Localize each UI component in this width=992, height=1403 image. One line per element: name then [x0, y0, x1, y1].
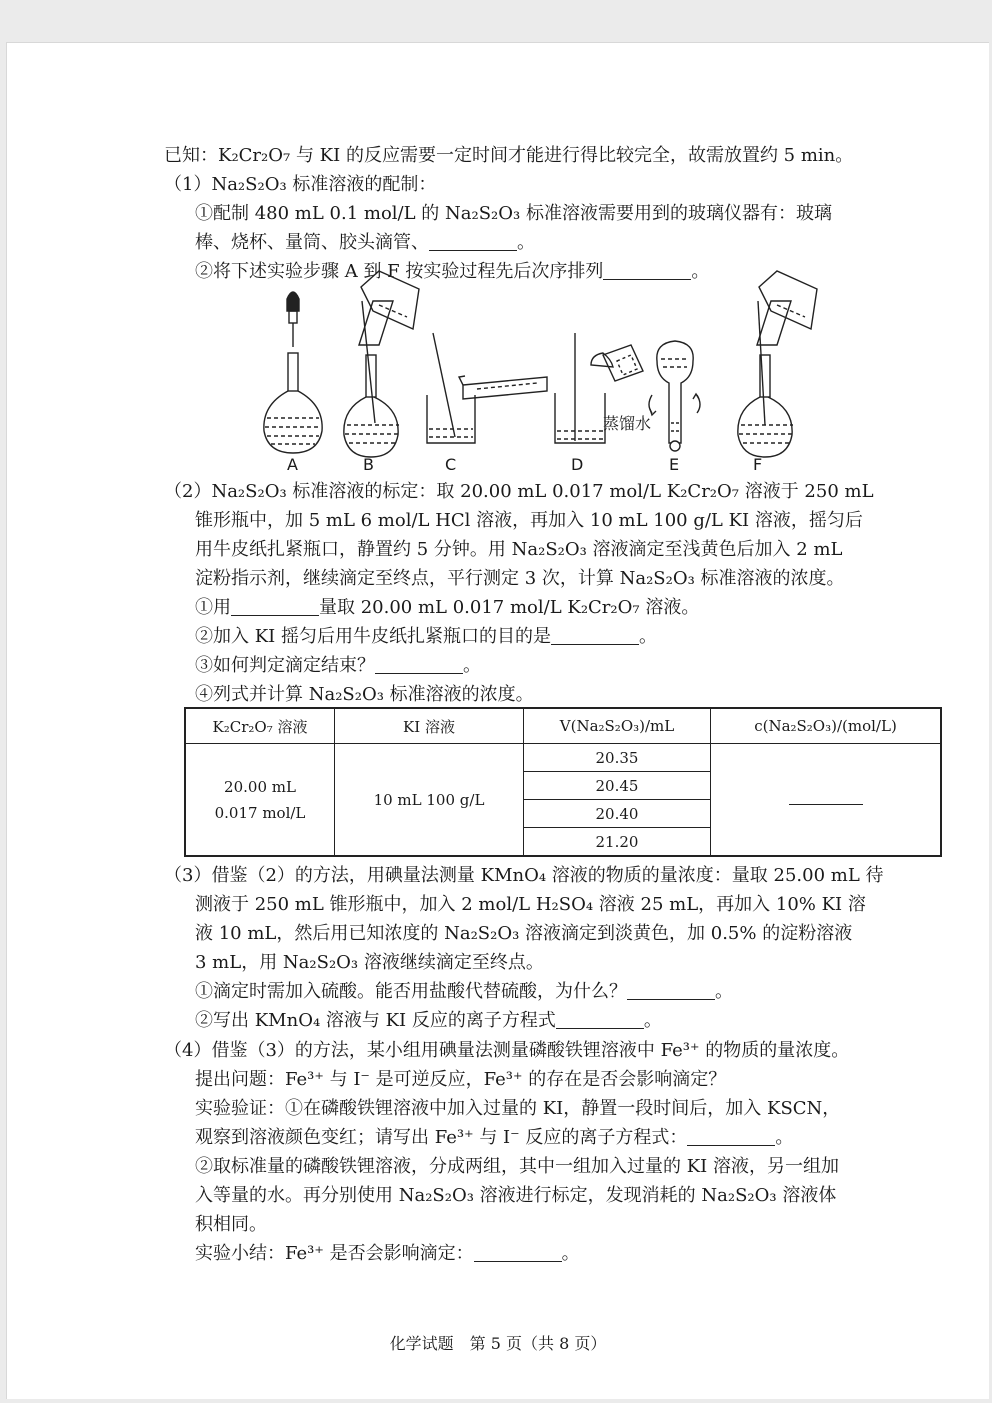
q1-step1-line1: ①配制 480 mL 0.1 mol/L 的 Na₂S₂O₃ 标准溶液需要用到的玻璃仪器有：玻璃 [195, 203, 832, 224]
exam-page [6, 42, 989, 1399]
q2-step3-text: ③如何判定滴定结束？ [195, 655, 375, 676]
q4-verify-4: 入等量的水。再分别使用 Na₂S₂O₃ 溶液进行标定，发现消耗的 Na₂S₂O₃ 溶液体 [195, 1185, 837, 1206]
q2-step4: ④列式并计算 Na₂S₂O₃ 标准溶液的浓度。 [195, 684, 534, 705]
col-header-volume: V(Na₂S₂O₃)/mL [524, 708, 711, 744]
answer-blank[interactable] [231, 597, 319, 616]
cell-k2cr2o7-volume: 20.00 mL [224, 777, 296, 796]
q3-line2: 测液于 250 mL 锥形瓶中，加入 2 mol/L H₂SO₄ 溶液 25 mL，再加入 10% KI 溶 [195, 894, 866, 915]
q3-line3: 液 10 mL，然后用已知浓度的 Na₂S₂O₃ 溶液滴定到淡黄色，加 0.5% 的淀粉溶液 [195, 923, 853, 944]
label-f: F [753, 455, 763, 474]
q2-step2 [195, 624, 657, 650]
q3-line4: 3 mL，用 Na₂S₂O₃ 溶液继续滴定至终点。 [195, 952, 544, 973]
step-f-fill [738, 271, 817, 457]
apparatus-figure [7, 43, 989, 483]
cell-volume-1: 20.35 [524, 744, 711, 772]
answer-blank[interactable] [474, 1243, 562, 1262]
q4-verify-2-text: 观察到溶液颜色变红；请写出 Fe³⁺ 与 I⁻ 反应的离子方程式： [195, 1127, 688, 1148]
q2-line4: 淀粉指示剂，继续滴定至终点，平行测定 3 次，计算 Na₂S₂O₃ 标准溶液的浓度。 [195, 568, 845, 589]
q4-summary [195, 1241, 580, 1267]
q3-step1-text: ①滴定时需加入硫酸。能否用盐酸代替硫酸，为什么？ [195, 981, 627, 1002]
q2-step2-text: ②加入 KI 摇匀后用牛皮纸扎紧瓶口的目的是 [195, 626, 551, 647]
label-d: D [571, 455, 584, 474]
q2-step1-a: ①用 [195, 597, 231, 618]
answer-blank[interactable] [556, 1010, 644, 1029]
q4-verify-3: ②取标准量的磷酸铁锂溶液，分成两组，其中一组加入过量的 KI 溶液，另一组加 [195, 1156, 839, 1177]
cell-volume-4: 21.20 [524, 828, 711, 857]
q2-line3: 用牛皮纸扎紧瓶口，静置约 5 分钟。用 Na₂S₂O₃ 溶液滴定至浅黄色后加入 2 mL [195, 539, 843, 560]
q1-heading: （1）Na₂S₂O₃ 标准溶液的配制： [164, 174, 437, 195]
q3-step2-text: ②写出 KMnO₄ 溶液与 KI 反应的离子方程式 [195, 1010, 556, 1031]
answer-blank[interactable] [687, 1127, 775, 1146]
page-footer: 化学试题 第 5 页（共 8 页） [389, 1334, 607, 1353]
cell-volume-2: 20.45 [524, 772, 711, 800]
q3-step1 [195, 979, 733, 1005]
step-e-invert [649, 341, 700, 451]
q3-step2 [195, 1008, 662, 1034]
period: 。 [691, 261, 710, 282]
q4-line1: （4）借鉴（3）的方法，某小组用碘量法测量磷酸铁锂溶液中 Fe³⁺ 的物质的量浓度。 [164, 1040, 850, 1061]
q4-verify-1: 实验验证：①在磷酸铁锂溶液中加入过量的 KI，静置一段时间后，加入 KSCN， [195, 1098, 841, 1119]
period: 。 [561, 1243, 580, 1264]
q2-step1-b: 量取 20.00 mL 0.017 mol/L K₂Cr₂O₇ 溶液。 [319, 597, 700, 618]
col-header-k2cr2o7: K₂Cr₂O₇ 溶液 [185, 708, 335, 744]
step-a-dropper-flask [264, 292, 322, 453]
cell-ki: 10 mL 100 g/L [335, 744, 524, 857]
cell-k2cr2o7 [185, 744, 335, 857]
label-e: E [669, 455, 680, 474]
period: 。 [643, 1010, 662, 1031]
q4-summary-text: 实验小结：Fe³⁺ 是否会影响滴定： [195, 1243, 474, 1264]
period: 。 [775, 1127, 794, 1148]
titration-table [184, 707, 942, 857]
q4-verify-2 [195, 1125, 793, 1151]
table-header-row [185, 708, 941, 744]
q2-step3 [195, 653, 481, 679]
label-c: C [445, 455, 457, 474]
q4-verify-5: 积相同。 [195, 1214, 267, 1235]
cell-k2cr2o7-conc: 0.017 mol/L [214, 803, 306, 822]
answer-blank[interactable] [551, 626, 639, 645]
table-row [185, 744, 941, 772]
step-b-transfer [344, 271, 419, 457]
label-b: B [363, 455, 374, 474]
col-header-concentration: c(Na₂S₂O₃)/(mol/L) [711, 708, 942, 744]
period: 。 [463, 655, 481, 676]
q4-question: 提出问题：Fe³⁺ 与 I⁻ 是可逆反应，Fe³⁺ 的存在是否会影响滴定？ [195, 1069, 727, 1090]
answer-blank[interactable] [789, 804, 863, 805]
step-c-beaker-cylinder [427, 333, 547, 443]
answer-blank[interactable] [375, 655, 463, 674]
answer-blank[interactable] [627, 981, 715, 1000]
cell-volume-3: 20.40 [524, 800, 711, 828]
period: 。 [517, 232, 535, 253]
period: 。 [639, 626, 657, 647]
col-header-ki: KI 溶液 [335, 708, 524, 744]
q2-step1 [195, 595, 699, 621]
period: 。 [715, 981, 733, 1002]
q2-line2: 锥形瓶中，加 5 mL 6 mol/L HCl 溶液，再加入 10 mL 100 g/L KI 溶液，摇匀后 [195, 510, 863, 531]
intro-line: 已知：K₂Cr₂O₇ 与 KI 的反应需要一定时间才能进行得比较完全，故需放置约 5 min。 [164, 145, 854, 166]
distilled-water-label: 蒸馏水 [603, 414, 652, 433]
q2-line1: （2）Na₂S₂O₃ 标准溶液的标定：取 20.00 mL 0.017 mol/L K₂Cr₂O₇ 溶液于 250 mL [164, 481, 874, 502]
cell-concentration[interactable] [711, 744, 942, 857]
q1-step1-text: 棒、烧杯、量筒、胶头滴管、 [195, 232, 429, 253]
q1-step2-text: ②将下述实验步骤 A 到 F 按实验过程先后次序排列 [195, 261, 604, 282]
label-a: A [287, 455, 298, 474]
q3-line1: （3）借鉴（2）的方法，用碘量法测量 KMnO₄ 溶液的物质的量浓度：量取 25.00 mL 待 [164, 865, 884, 886]
